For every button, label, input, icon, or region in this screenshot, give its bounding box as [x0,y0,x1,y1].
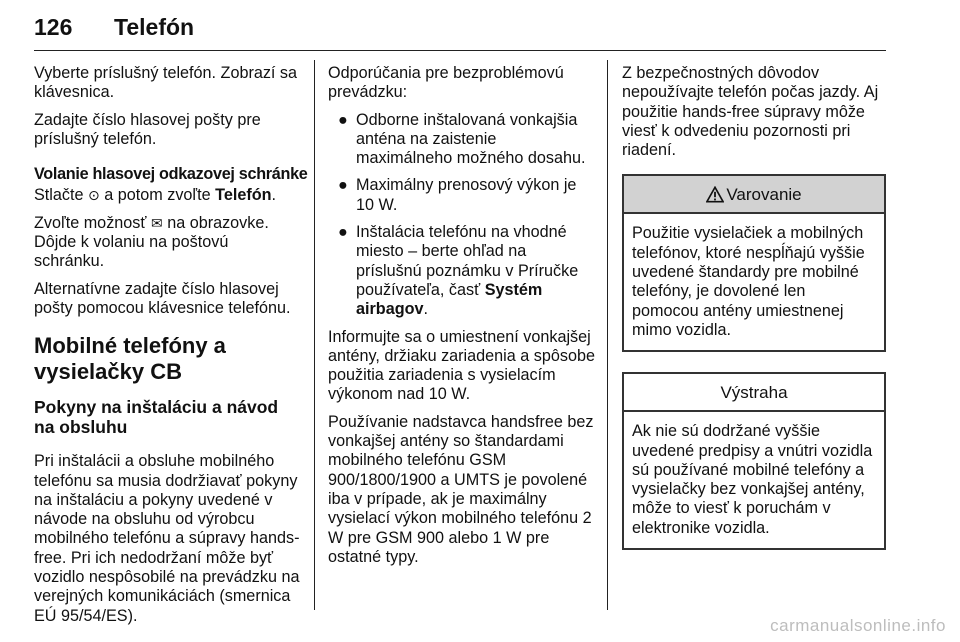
paragraph: Zadajte číslo hlasovej pošty pre príslušný telefón. [34,110,261,148]
warning-title: Varovanie [726,184,802,204]
column-3 [622,64,886,550]
caution-header [624,374,884,412]
paragraph: Z bezpečnostných dôvodov nepoužívajte telefón počas jazdy. Aj použitie hands-free súpravy môže viesť k odvedeniu pozornosti pri riadení. [622,64,879,160]
bullet-icon: ● [338,176,348,195]
column-divider-2 [607,60,608,610]
list-item: ● Maximálny prenosový výkon je 10 W. [338,176,577,214]
warning-text: Použitie vysielačiek a mobilných telefónov, ktoré nespĺňajú vyššie uvedené štandardy pre mobilné telefóny, je dovolené len pomocou antény umiestnenej mimo vozidla. [632,224,865,339]
paragraph: Informujte sa o umiestnení vonkajšej antény, držiaku zariadenia a spôsobe použitia zariadenia s vysielacím výkonom nad 10 W. [328,327,595,404]
column-2 [328,64,596,575]
section-title: Mobilné telefóny a vysielačky CB [34,333,226,385]
page-number: 126 [34,14,73,40]
recommendation-list [328,111,596,320]
subsection-title: Pokyny na inštaláciu a návod na obsluhu [34,397,279,438]
paragraph: Zvoľte možnosť ✉ na obrazovke. Dôjde k volaniu na poštovú schránku. [34,213,269,271]
paragraph: Pri inštalácii a obsluhe mobilného telefónu sa musia dodržiavať pokyny na inštaláciu a pokyny uvedené v návode na obsluhu od výrobcu mobilného telefónu a súpravy hands-free. Pri ich nedodržaní môže byť vozidlo nespôsobilé na prevádzku na verejných komunikáciách (smernica EÚ 95/54/ES). [34,452,300,625]
menu-term: Telefón [215,186,272,205]
paragraph: Alternatívne zadajte číslo hlasovej pošty pomocou klávesnice telefónu. [34,279,291,317]
column-1 [34,64,308,634]
header-divider [34,50,886,51]
voicemail-icon: ✉ [150,214,163,231]
section-heading: Volanie hlasovej odkazovej schránke [34,165,308,184]
warning-header [624,176,884,214]
column-divider-1 [314,60,315,610]
warning-triangle-icon [706,186,724,203]
bullet-icon: ● [338,223,348,242]
caution-box [622,372,886,550]
bullet-icon: ● [338,110,348,129]
watermark: carmanualsonline.info [770,616,946,635]
caution-title: Výstraha [720,382,788,402]
chapter-title: Telefón [114,14,195,40]
phone-home-icon: ⊙ [88,187,100,204]
paragraph: Odporúčania pre bezproblémovú prevádzku: [328,64,564,102]
reference-term: Systém airbagov [356,280,543,319]
list-item: ● Odborne inštalovaná vonkajšia anténa na zaistenie maximálneho možného dosahu. [338,110,586,168]
page-header [34,14,926,44]
caution-text: Ak nie sú dodržané vyššie uvedené predpisy a vnútri vozidla sú používané mobilné telefóny a vysielačky bez vonkajšej antény, môže to viesť k poruchám v elektronike vozidla. [632,422,873,537]
paragraph: Vyberte príslušný telefón. Zobrazí sa klávesnica. [34,64,298,102]
list-item: ● Inštalácia telefónu na vhodné miesto – berte ohľad na príslušnú poznámku v Príručke používateľa, časť Systém airbagov. [338,223,579,319]
paragraph: Stlačte ⊙ a potom zvoľte Telefón. [34,186,276,205]
warning-box [622,174,886,352]
paragraph: Používanie nadstavca handsfree bez vonkajšej antény so štandardami mobilného telefónu GSM 900/1800/1900 a UMTS je povolené iba v prípade, ak je maximálny vysielací výkon mobilného telefónu 2 W pre GSM 900 alebo 1 W pre ostatné typy. [328,412,594,566]
